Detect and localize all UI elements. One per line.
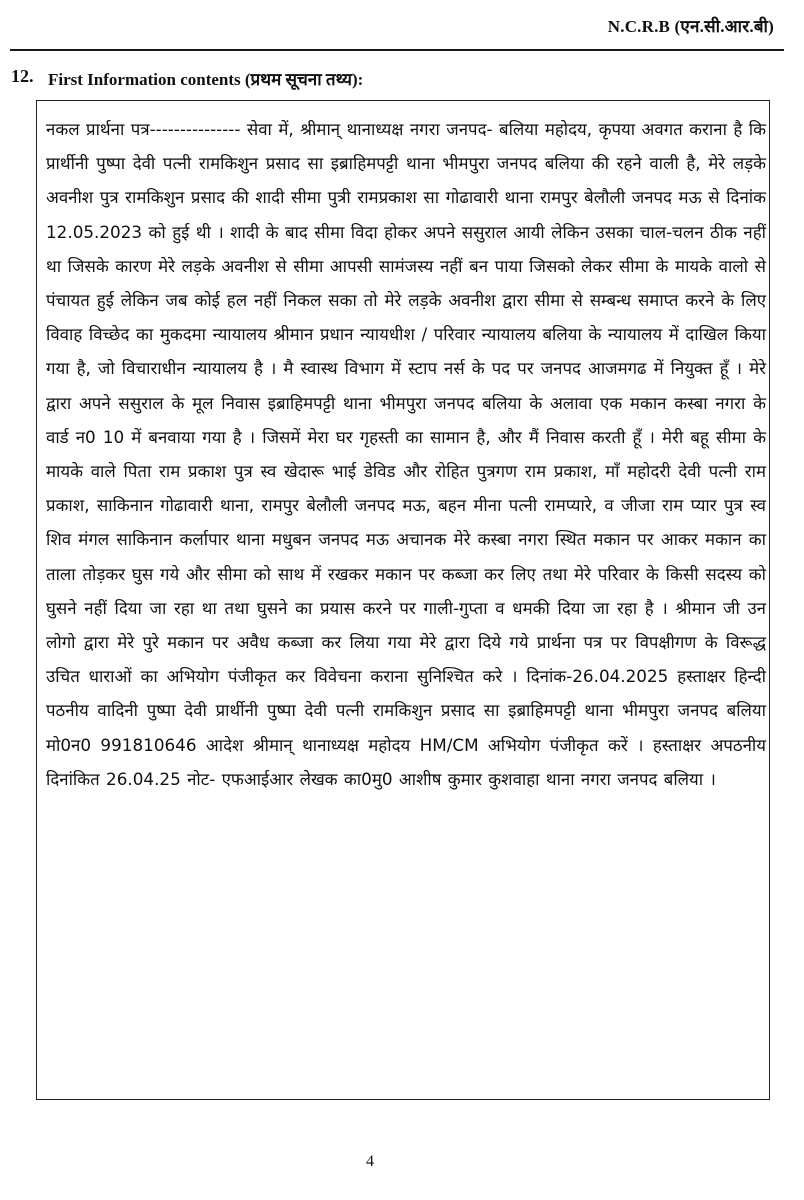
- first-information-text: नकल प्रार्थना पत्र--------------- सेवा में, श्रीमान् थानाध्यक्ष नगरा जनपद- बलिया महोदय, कृपया अवगत कराना है कि प्रार्थीनी पुष्पा देवी पत्नी रामकिशुन प्रसाद सा इब्राहिमपट्टी थाना भीमपुरा जनपद बलिया की रहने वाली है, मेरे लड़के अवनीश पुत्र रामकिशुन प्रसाद की शादी सीमा पुत्री रामप्रकाश सा गोढावारी थाना रामपुर बेलौली जनपद मऊ से दिनांक 12.05.2023 को हुई थी । शादी के बाद सीमा विदा होकर अपने ससुराल आयी लेकिन उसका चाल-चलन ठीक नहीं था जिसके कारण मेरे लड़के अवनीश से सीमा आपसी सामंजस्य नहीं बन पाया जिसको लेकर सीमा के मायके वालो से पंचायत हुई लेकिन जब कोई हल नहीं निकल सका तो मेरे लड़के अवनीश द्वारा सीमा से सम्बन्ध समाप्त करने के लिए विवाह विच्छेद का मुकदमा न्यायालय श्रीमान प्रधान न्यायधीश / परिवार न्यायालय बलिया के न्यायालय में दाखिल किया गया है, जो विचाराधीन न्यायालय है । मै स्वास्थ विभाग में स्टाप नर्स के पद पर जनपद आजमगढ में नियुक्त हूँ । मेरे द्वारा अपने ससुराल के मूल निवास इब्राहिमपट्टी थाना भीमपुरा जनपद बलिया के अलावा एक मकान कस्बा नगरा के वार्ड न0 10 में बनवाया गया है । जिसमें मेरा घर गृहस्ती का सामान है, और मैं निवास करती हूँ । मेरी बहू सीमा के मायके वाले पिता राम प्रकाश पुत्र स्व खेदारू भाई डेविड और रोहित पुत्रगण राम प्रकाश, माँ महोदरी देवी पत्नी राम प्रकाश, साकिनान गोढावारी थाना, रामपुर बेलौली जनपद मऊ, बहन मीना पत्नी रामप्यारे, व जीजा राम प्यार पुत्र स्व शिव मंगल साकिनान कर्लापार थाना मधुबन जनपद मऊ अचानक मेरे कस्बा नगरा स्थित मकान पर आकर मकान का ताला तोड़कर घुस गये और सीमा को साथ में रखकर मकान पर कब्जा कर लिए तथा मेरे परिवार के किसी सदस्य को घुसने नहीं दिया जा रहा था तथा घुसने का प्रयास करने पर गाली-गुप्ता व धमकी दिया जा रहा है । श्रीमान जी उन लोगो द्वारा मेरे पुरे मकान पर अवैध कब्जा कर लिया गया मेरे द्वारा दिये गये प्रार्थना पत्र पर विपक्षीगण के विरूद्ध उचित धाराओं का अभियोग पंजीकृत कर विवेचना कराना सुनिश्चित करे । दिनांक-26.04.2025 हस्ताक्षर हिन्दी पठनीय वादिनी पुष्पा देवी प्रार्थीनी पुष्पा देवी पत्नी रामकिशुन प्रसाद सा इब्राहिमपट्टी थाना भीमपुरा जनपद बलिया मो0न0 991810646 आदेश श्रीमान् थानाध्यक्ष महोदय HM/CM अभियोग पंजीकृत करें । हस्ताक्षर अपठनीय दिनांकित 26.04.25 नोट- एफआईआर लेखक का0मु0 आशीष कुमार कुशवाहा थाना नगरा जनपद बलिया ।: [46, 119, 766, 789]
- page-number: 4: [366, 1153, 374, 1170]
- section-title: First Information contents (प्रथम सूचना तथ्य):: [48, 70, 364, 89]
- header-divider: [10, 49, 784, 51]
- section-number: 12.: [11, 66, 34, 86]
- header-org-label: N.C.R.B (एन.सी.आर.बी): [607, 17, 774, 36]
